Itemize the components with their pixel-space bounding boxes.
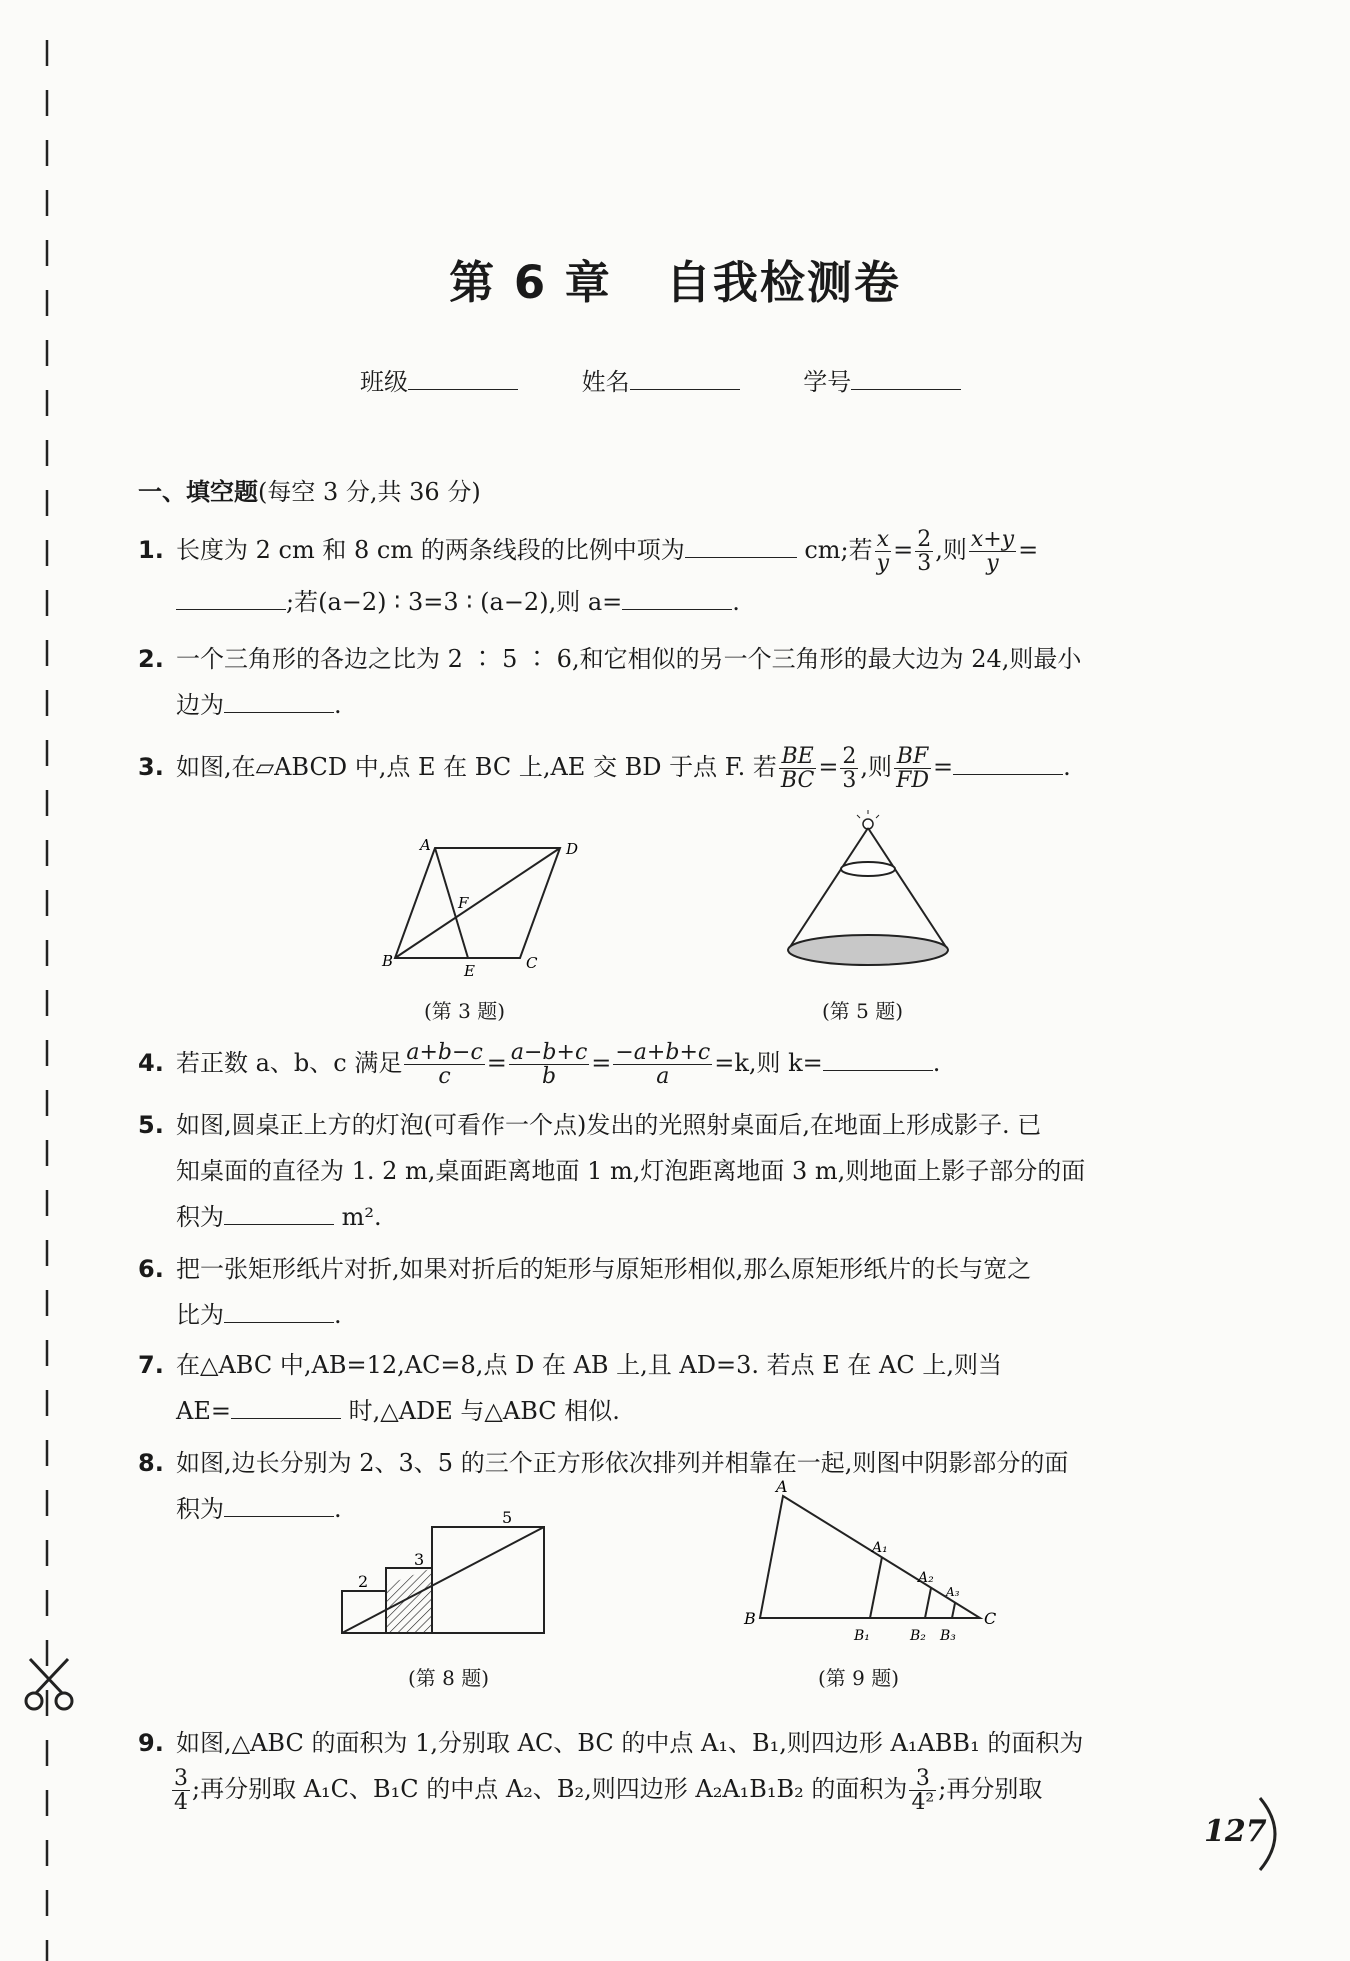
numerator: x bbox=[875, 528, 891, 552]
denominator: 4² bbox=[911, 1790, 935, 1815]
q9-line1: 如图,△ABC 的面积为 1,分别取 AC、BC 的中点 A₁、B₁,则四边形 A₁ABB₁ 的面积为 bbox=[176, 1729, 1084, 1757]
q5-line3: 积为 bbox=[176, 1203, 224, 1231]
numerator: BF bbox=[894, 745, 931, 769]
then-text: ,则 bbox=[860, 753, 893, 781]
number-blank[interactable] bbox=[851, 389, 961, 390]
answer-blank[interactable] bbox=[231, 1418, 341, 1419]
label-f: F bbox=[458, 894, 469, 912]
numerator: −a+b+c bbox=[615, 1039, 711, 1065]
q8-line2: 积为 bbox=[176, 1495, 224, 1523]
label-a: A bbox=[776, 1478, 788, 1496]
numerator: a+b−c bbox=[406, 1039, 483, 1065]
answer-blank[interactable] bbox=[823, 1070, 933, 1071]
question-5 bbox=[138, 1102, 1208, 1240]
denominator: 3 bbox=[842, 768, 857, 793]
figure-5-cone-shadow bbox=[780, 810, 980, 980]
figure-8-squares bbox=[330, 1505, 570, 1645]
caption-fig5: (第 5 题) bbox=[822, 999, 904, 1023]
fraction bbox=[969, 528, 1016, 575]
fraction bbox=[779, 745, 816, 792]
label-b3: B₃ bbox=[940, 1628, 956, 1644]
denominator: c bbox=[438, 1064, 451, 1089]
section-title: 一、填空题 bbox=[138, 478, 258, 506]
scissors-icon bbox=[22, 1655, 76, 1715]
numerator: BE bbox=[779, 745, 816, 769]
numerator: a−b+c bbox=[510, 1039, 588, 1065]
period: . bbox=[334, 1495, 342, 1523]
figure-9-triangle bbox=[740, 1478, 1000, 1648]
fraction bbox=[894, 745, 931, 792]
question-2 bbox=[138, 636, 1208, 728]
q7-line2: AE= bbox=[176, 1397, 231, 1425]
numerator: 2 bbox=[917, 526, 932, 552]
unit-m2: m². bbox=[341, 1203, 382, 1231]
q4-text-b: =k,则 k= bbox=[714, 1049, 823, 1077]
page-number-text: 127 bbox=[1204, 1814, 1267, 1849]
q1-unit: cm;若 bbox=[804, 536, 873, 564]
name-label: 姓名 bbox=[581, 368, 630, 396]
label-side-5: 5 bbox=[502, 1508, 513, 1527]
answer-blank[interactable] bbox=[224, 1322, 334, 1323]
q3-text: 如图,在▱ABCD 中,点 E 在 BC 上,AE 交 BD 于点 F. 若 bbox=[176, 753, 777, 781]
then-text: ,则 bbox=[935, 536, 967, 564]
section-note: (每空 3 分,共 36 分) bbox=[258, 478, 481, 506]
q1-text: 长度为 2 cm 和 8 cm 的两条线段的比例中项为 bbox=[176, 536, 685, 564]
fraction bbox=[909, 1767, 936, 1814]
q2-line2: 边为 bbox=[176, 691, 224, 719]
fraction bbox=[172, 1767, 190, 1814]
title-chapter: 第 6 章 bbox=[449, 256, 612, 309]
label-a1: A₁ bbox=[872, 1540, 888, 1556]
question-number: 7. bbox=[138, 1351, 164, 1379]
question-7 bbox=[138, 1342, 1208, 1434]
label-b2: B₂ bbox=[910, 1628, 926, 1644]
answer-blank[interactable] bbox=[953, 774, 1063, 775]
fraction bbox=[404, 1041, 484, 1088]
answer-blank[interactable] bbox=[685, 557, 797, 558]
q5-line1: 如图,圆桌正上方的灯泡(可看作一个点)发出的光照射桌面后,在地面上形成影子. 已 bbox=[176, 1111, 1042, 1139]
page-title bbox=[0, 246, 1350, 311]
equals: = bbox=[893, 536, 914, 564]
q5-line2: 知桌面的直径为 1. 2 m,桌面距离地面 1 m,灯泡距离地面 3 m,则地面上影子部分的面 bbox=[176, 1157, 1086, 1185]
fraction bbox=[875, 528, 891, 575]
period: . bbox=[334, 691, 342, 719]
label-side-2: 2 bbox=[358, 1572, 369, 1591]
q9-line2: ;再分别取 A₁C、B₁C 的中点 A₂、B₂,则四边形 A₂A₁B₁B₂ 的面积为 bbox=[192, 1775, 908, 1803]
fraction bbox=[613, 1041, 712, 1088]
name-blank[interactable] bbox=[630, 389, 740, 390]
fraction bbox=[840, 745, 858, 792]
denominator: a bbox=[656, 1064, 670, 1089]
numerator: x+y bbox=[970, 526, 1015, 552]
title-name: 自我检测卷 bbox=[665, 256, 901, 309]
denominator: BC bbox=[780, 768, 815, 793]
question-1: 1. 长度为 2 cm 和 8 cm 的两条线段的比例中项为 cm;若 $\frac{x}{y}$ = $\frac{2}{3}$ ,则 $\frac{x+y}{y}$ = ;若(a−2) ∶ 3=3 ∶ (a−2),则 a= . bbox=[138, 526, 1039, 617]
q4-text: 若正数 a、b、c 满足 bbox=[176, 1049, 403, 1077]
numerator: 3 bbox=[174, 1765, 188, 1791]
numerator: 3 bbox=[909, 1767, 936, 1791]
section-heading bbox=[138, 472, 481, 507]
q6-line1: 把一张矩形纸片对折,如果对折后的矩形与原矩形相似,那么原矩形纸片的长与宽之 bbox=[176, 1255, 1032, 1283]
label-a3: A₃ bbox=[946, 1585, 960, 1599]
label-side-3: 3 bbox=[414, 1550, 425, 1569]
question-number: 1. bbox=[138, 536, 164, 564]
answer-blank[interactable] bbox=[224, 712, 334, 713]
question-4: 4. 若正数 a、b、c 满足 $\frac{a+b-c}{c}$ = $\frac{a-b+c}{b}$ = $\frac{-a+b+c}{a}$ =k,则 k= . bbox=[138, 1039, 941, 1089]
question-8 bbox=[138, 1440, 1208, 1532]
question-9 bbox=[138, 1720, 1208, 1814]
period: . bbox=[1063, 753, 1071, 781]
caption-fig3: (第 3 题) bbox=[424, 999, 506, 1023]
question-number: 3. bbox=[138, 753, 164, 781]
denominator: FD bbox=[896, 768, 929, 793]
answer-blank[interactable] bbox=[224, 1516, 334, 1517]
q8-line1: 如图,边长分别为 2、3、5 的三个正方形依次排列并相靠在一起,则图中阴影部分的面 bbox=[176, 1449, 1069, 1477]
label-e: E bbox=[464, 962, 475, 978]
denominator: 3 bbox=[917, 551, 932, 576]
student-info bbox=[360, 362, 1017, 397]
period: . bbox=[932, 1049, 941, 1077]
question-number: 2. bbox=[138, 645, 164, 673]
question-number: 9. bbox=[138, 1729, 164, 1757]
answer-blank[interactable] bbox=[176, 609, 286, 610]
question-6 bbox=[138, 1246, 1208, 1338]
label-c: C bbox=[984, 1609, 997, 1628]
caption-fig8: (第 8 题) bbox=[408, 1666, 490, 1690]
q7-line2-b: 时,△ADE 与△ABC 相似. bbox=[348, 1397, 620, 1425]
denominator: 4 bbox=[174, 1790, 188, 1815]
denominator: b bbox=[542, 1064, 557, 1089]
q1-line2: ;若(a−2) ∶ 3=3 ∶ (a−2),则 a= bbox=[286, 588, 623, 617]
class-label: 班级 bbox=[360, 368, 408, 396]
label-c: C bbox=[526, 954, 538, 972]
caption-fig9: (第 9 题) bbox=[818, 1666, 900, 1690]
fraction bbox=[915, 528, 933, 575]
period: . bbox=[732, 588, 740, 617]
label-a: A bbox=[420, 838, 431, 854]
number-label: 学号 bbox=[803, 368, 852, 396]
page-number bbox=[1190, 1792, 1290, 1876]
denominator: y bbox=[876, 551, 890, 576]
label-d: D bbox=[566, 840, 579, 858]
q9-line2-b: ;再分别取 bbox=[938, 1775, 1043, 1803]
question-number: 6. bbox=[138, 1255, 164, 1283]
denominator: y bbox=[986, 551, 999, 576]
question-number: 8. bbox=[138, 1449, 164, 1477]
figure-3-parallelogram bbox=[380, 838, 580, 978]
q7-line1: 在△ABC 中,AB=12,AC=8,点 D 在 AB 上,且 AD=3. 若点 E 在 AC 上,则当 bbox=[176, 1351, 1002, 1379]
answer-blank[interactable] bbox=[622, 609, 732, 610]
fraction bbox=[509, 1041, 589, 1088]
q6-line2: 比为 bbox=[176, 1301, 224, 1329]
label-a2: A₂ bbox=[918, 1570, 934, 1586]
label-b1: B₁ bbox=[854, 1628, 870, 1644]
q2-line1: 一个三角形的各边之比为 2 ∶ 5 ∶ 6,和它相似的另一个三角形的最大边为 24,则最小 bbox=[176, 645, 1082, 673]
period: . bbox=[334, 1301, 342, 1329]
question-number: 5. bbox=[138, 1111, 164, 1139]
label-b: B bbox=[744, 1609, 756, 1628]
label-b: B bbox=[382, 952, 394, 970]
question-number: 4. bbox=[138, 1049, 164, 1077]
numerator: 2 bbox=[842, 743, 857, 769]
class-blank[interactable] bbox=[408, 389, 518, 390]
answer-blank[interactable] bbox=[224, 1224, 334, 1225]
question-3: 3. 如图,在▱ABCD 中,点 E 在 BC 上,AE 交 BD 于点 F. 若 $\frac{BE}{BC}$ = $\frac{2}{3}$ ,则 $\frac{BF}{FD}$ = . bbox=[138, 743, 1071, 793]
